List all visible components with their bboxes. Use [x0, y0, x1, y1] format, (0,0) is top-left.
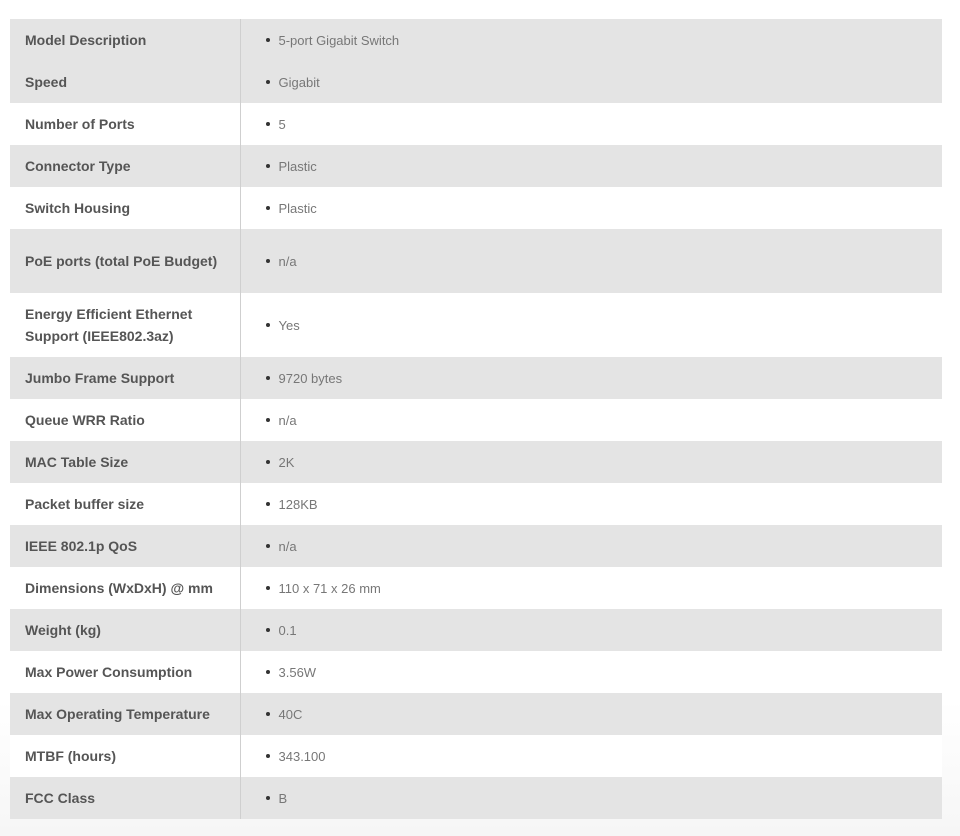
- spec-label: Model Description: [10, 19, 240, 61]
- spec-value: [240, 777, 942, 819]
- spec-label: Jumbo Frame Support: [10, 357, 240, 399]
- bullet-icon: [266, 502, 270, 506]
- spec-label: PoE ports (total PoE Budget): [10, 229, 240, 293]
- bullet-icon: [266, 712, 270, 716]
- bullet-icon: [266, 206, 270, 210]
- bullet-icon: [266, 754, 270, 758]
- bullet-icon: [266, 122, 270, 126]
- spec-value: [240, 357, 942, 399]
- spec-label: IEEE 802.1p QoS: [10, 525, 240, 567]
- spec-value-text: 343.100: [278, 748, 326, 764]
- bullet-icon: [266, 460, 270, 464]
- bullet-icon: [266, 544, 270, 548]
- spec-value-text: Yes: [278, 317, 300, 333]
- spec-row-energy-efficient-ethernet: [10, 293, 942, 357]
- spec-value: [240, 19, 942, 61]
- spec-label: Number of Ports: [10, 103, 240, 145]
- spec-label: Max Power Consumption: [10, 651, 240, 693]
- spec-label: FCC Class: [10, 777, 240, 819]
- spec-value: [240, 609, 942, 651]
- spec-row-speed: [10, 61, 942, 103]
- spec-value-text: 128KB: [278, 496, 318, 512]
- bullet-icon: [266, 628, 270, 632]
- spec-value: [240, 567, 942, 609]
- bullet-icon: [266, 38, 270, 42]
- spec-row-fcc-class: [10, 777, 942, 819]
- spec-value-text: 2K: [278, 454, 295, 470]
- spec-value: [240, 229, 942, 293]
- spec-label: Weight (kg): [10, 609, 240, 651]
- spec-label: Energy Efficient Ethernet Support (IEEE802.3az): [10, 293, 240, 357]
- spec-value: [240, 693, 942, 735]
- spec-row-mac-table-size: [10, 441, 942, 483]
- spec-value: [240, 735, 942, 777]
- spec-value: [240, 483, 942, 525]
- spec-value-text: Plastic: [278, 158, 317, 174]
- spec-row-jumbo-frame-support: [10, 357, 942, 399]
- spec-value-text: n/a: [278, 253, 297, 269]
- spec-row-ieee-8021p-qos: [10, 525, 942, 567]
- spec-value: [240, 651, 942, 693]
- bullet-icon: [266, 586, 270, 590]
- spec-value-text: n/a: [278, 412, 297, 428]
- bullet-icon: [266, 796, 270, 800]
- spec-value-text: 110 x 71 x 26 mm: [278, 580, 381, 596]
- spec-label: Switch Housing: [10, 187, 240, 229]
- spec-value: [240, 61, 942, 103]
- bullet-icon: [266, 418, 270, 422]
- bullet-icon: [266, 80, 270, 84]
- spec-value-text: 3.56W: [278, 664, 317, 680]
- spec-value: [240, 187, 942, 229]
- spec-row-poe-ports: [10, 229, 942, 293]
- spec-row-max-operating-temperature: [10, 693, 942, 735]
- spec-row-packet-buffer-size: [10, 483, 942, 525]
- bullet-icon: [266, 259, 270, 263]
- spec-value-text: 5-port Gigabit Switch: [278, 32, 400, 48]
- spec-label: Queue WRR Ratio: [10, 399, 240, 441]
- spec-value-text: 40C: [278, 706, 303, 722]
- bullet-icon: [266, 323, 270, 327]
- spec-value: [240, 145, 942, 187]
- spec-label: Packet buffer size: [10, 483, 240, 525]
- spec-label: Dimensions (WxDxH) @ mm: [10, 567, 240, 609]
- spec-value-text: 5: [278, 116, 286, 132]
- spec-row-connector-type: [10, 145, 942, 187]
- spec-label: MTBF (hours): [10, 735, 240, 777]
- bullet-icon: [266, 164, 270, 168]
- spec-row-mtbf: [10, 735, 942, 777]
- spec-value-text: 9720 bytes: [278, 370, 343, 386]
- spec-value: [240, 441, 942, 483]
- spec-value-text: Plastic: [278, 200, 317, 216]
- spec-value-text: n/a: [278, 538, 297, 554]
- spec-value: [240, 103, 942, 145]
- spec-value-text: B: [278, 790, 288, 806]
- spec-row-number-of-ports: [10, 103, 942, 145]
- spec-row-model-description: [10, 19, 942, 61]
- bullet-icon: [266, 376, 270, 380]
- spec-row-queue-wrr-ratio: [10, 399, 942, 441]
- bullet-icon: [266, 670, 270, 674]
- spec-value-text: Gigabit: [278, 74, 320, 90]
- spec-label: Speed: [10, 61, 240, 103]
- spec-label: Connector Type: [10, 145, 240, 187]
- specifications-table: [10, 19, 942, 819]
- spec-value: [240, 525, 942, 567]
- spec-value: [240, 399, 942, 441]
- spec-row-dimensions: [10, 567, 942, 609]
- spec-label: MAC Table Size: [10, 441, 240, 483]
- spec-value-text: 0.1: [278, 622, 297, 638]
- spec-row-max-power-consumption: [10, 651, 942, 693]
- spec-value: [240, 293, 942, 357]
- spec-row-switch-housing: [10, 187, 942, 229]
- spec-row-weight: [10, 609, 942, 651]
- spec-label: Max Operating Temperature: [10, 693, 240, 735]
